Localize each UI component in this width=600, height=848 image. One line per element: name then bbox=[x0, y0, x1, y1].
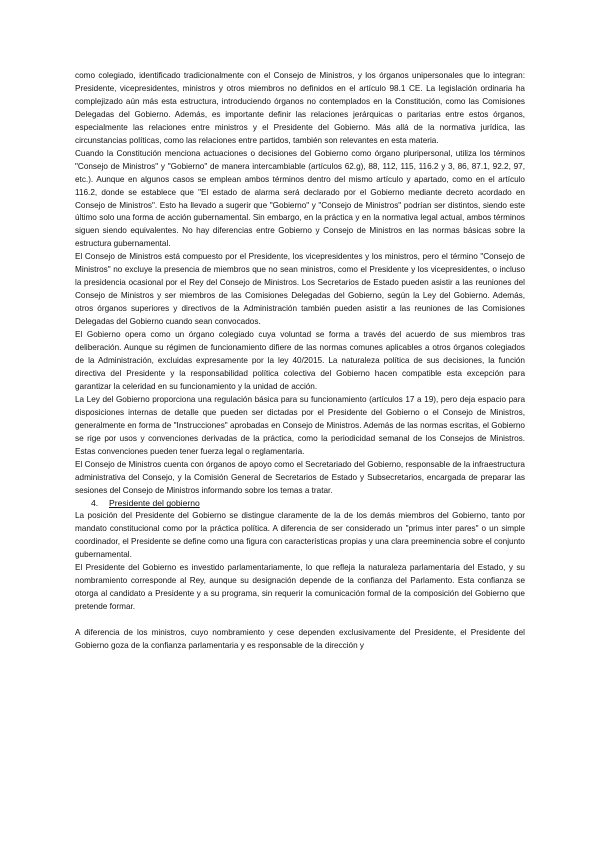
paragraph: Cuando la Constitución menciona actuaciones o decisiones del Gobierno como órgano pluripersonal, utiliza los términos "Consejo de Ministros" y "Gobierno" de manera intercambiable (artículos 62.g), 88, 112, 115, 116.2 y 3, 86, 87.1, 92.2, 97, etc.). Aunque en algunos casos se emplean ambos términos dentro del mismo artículo y apartado, como en el artículo 116.2, donde se establece que "El estado de alarma será declarado por el Gobierno mediante decreto acordado en Consejo de Ministros". Esto ha llevado a sugerir que "Gobierno" y "Consejo de Ministros" podrían ser distintos, siendo este último solo una forma de acción gubernamental. Sin embargo, en la práctica y en la normativa legal actual, ambos términos siguen siendo equivalentes. No hay diferencias entre Gobierno y Consejo de Ministros en las normas básicas sobre la estructura gubernamental. bbox=[75, 148, 525, 249]
paragraph: como colegiado, identificado tradicionalmente con el Consejo de Ministros, y los órganos unipersonales que lo integran: Presidente, vicepresidentes, ministros y otros miembros no definidos en el artículo 98.1 CE. La legislación ordinaria ha complejizado aún más esta estructura, introduciendo órganos no contemplados en la Constitución, como las Comisiones Delegadas del Gobierno. Además, es importante definir las relaciones jerárquicas o paritarias entre estos órganos, especialmente las relaciones entre ministros y el Presidente del Gobierno. Más allá de la normativa jurídica, las circunstancias políticas, como las relaciones entre partidos, también son relevantes en esta materia. bbox=[75, 71, 525, 145]
paragraph-spacer bbox=[75, 614, 525, 627]
section-number: 4. bbox=[91, 498, 99, 509]
section-heading bbox=[75, 497, 525, 510]
paragraph: El Consejo de Ministros está compuesto por el Presidente, los vicepresidentes y los ministros, pero el término "Consejo de Ministros" no excluye la presencia de miembros que no sean ministros, como el Presidente y los vicepresidentes, o incluso la presidencia ocasional por el Rey del Consejo de Ministros. Los Secretarios de Estado pueden asistir a las reuniones del Consejo de Ministros y ser miembros de las Comisiones Delegadas del Gobierno, según la Ley del Gobierno. Además, otros órganos superiores y directivos de la Administración también pueden asistir a las reuniones de las Comisiones Delegadas del Gobierno cuando sean convocados. bbox=[75, 252, 525, 327]
paragraph: A diferencia de los ministros, cuyo nombramiento y cese dependen exclusivamente del Presidente, el Presidente del Gobierno goza de la confianza parlamentaria y es responsable de la dirección y bbox=[75, 628, 525, 651]
paragraph: La posición del Presidente del Gobierno se distingue claramente de la de los demás miembros del Gobierno, tanto por mandato constitucional como por la práctica política. A diferencia de ser considerado un "primus inter pares" o un simple coordinador, el Presidente se define como una figura con características propias y una clara preeminencia sobre el conjunto gubernamental. bbox=[75, 511, 525, 560]
section-title: Presidente del gobierno bbox=[109, 498, 200, 509]
paragraph: El Consejo de Ministros cuenta con órganos de apoyo como el Secretariado del Gobierno, responsable de la infraestructura administrativa del Consejo, y la Comisión General de Secretarios de Estado y Subsecretarios, encargada de preparar las sesiones del Consejo de Ministros informando sobre los temas a tratar. bbox=[75, 459, 525, 495]
paragraph: El Presidente del Gobierno es investido parlamentariamente, lo que refleja la naturaleza parlamentaria del Estado, y su nombramiento corresponde al Rey, aunque su designación depende de la confianza del Parlamento. Esta confianza se otorga al candidato a Presidente y a su programa, sin requerir la comunicación formal de la composición del Gobierno que pretende formar. bbox=[75, 563, 525, 612]
paragraph: La Ley del Gobierno proporciona una regulación básica para su funcionamiento (artículos 17 a 19), pero deja espacio para disposiciones internas de detalle que pueden ser dictadas por el Presidente del Gobierno o el Consejo de Ministros, generalmente en forma de "Instrucciones" aprobadas en Consejo de Ministros. Además de las normas escritas, el Gobierno se rige por usos y convenciones derivadas de la práctica, como la periodicidad semanal de los Consejos de Ministros. Estas convenciones pueden tener fuerza legal o reglamentaria. bbox=[75, 394, 525, 456]
paragraph: El Gobierno opera como un órgano colegiado cuya voluntad se forma a través del acuerdo de sus miembros tras deliberación. Aunque su régimen de funcionamiento difiere de las normas comunes aplicables a otros órganos colegiados de la Administración, excluidas expresamente por la ley 40/2015. La naturaleza política de sus decisiones, la función directiva del Presidente y la responsabilidad política colectiva del Gobierno hacen compatible esta excepción para garantizar la celeridad en su funcionamiento y la unidad de acción. bbox=[75, 330, 525, 391]
